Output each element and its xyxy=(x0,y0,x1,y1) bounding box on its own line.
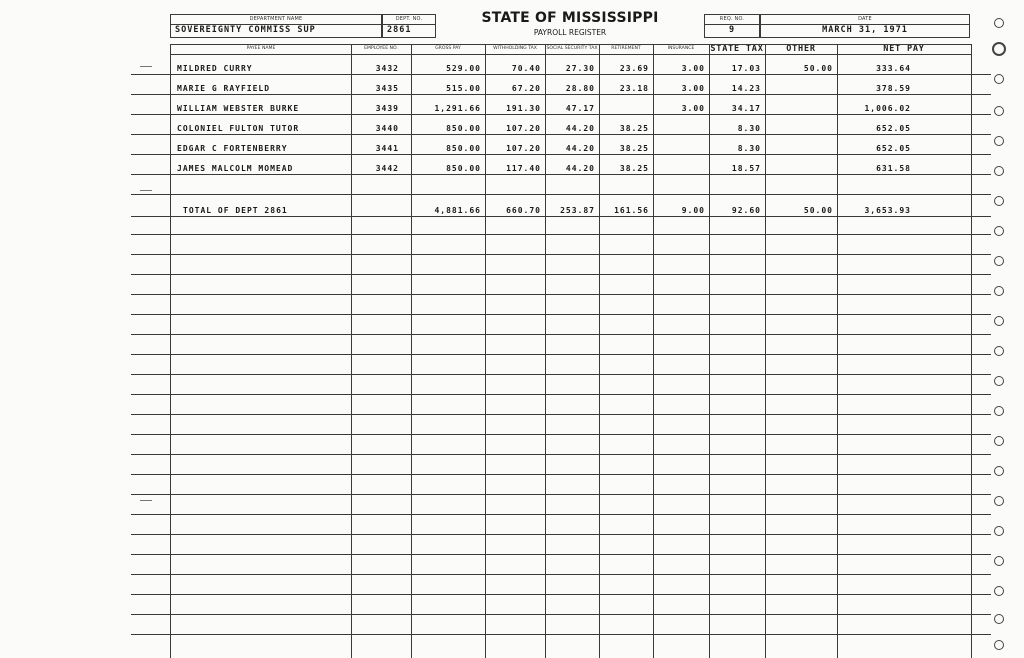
total-insurance: 9.00 xyxy=(681,206,705,215)
sprocket-hole-icon xyxy=(994,196,1004,206)
table-row-2-withholding: 67.20 xyxy=(511,84,541,93)
date: MARCH 31, 1971 xyxy=(822,25,908,35)
margin-tick xyxy=(140,190,152,191)
table-row-5-payee: EDGAR C FORTENBERRY xyxy=(177,144,288,153)
table-row-6-payee: JAMES MALCOLM MOMEAD xyxy=(177,164,294,173)
table-row-3-state-tax: 34.17 xyxy=(731,104,761,113)
table-row-3-insurance: 3.00 xyxy=(681,104,705,113)
table-row-2-net-pay: 378.59 xyxy=(876,84,911,93)
table-row-2-insurance: 3.00 xyxy=(681,84,705,93)
page-subtitle: PAYROLL REGISTER xyxy=(533,28,607,37)
req-no: 9 xyxy=(728,25,736,35)
table-row-2-other xyxy=(765,84,833,94)
table-row-4-state-tax: 8.30 xyxy=(737,124,761,133)
col-header-payee: PAYEE NAME xyxy=(246,46,276,51)
col-header-state-tax: STATE TAX xyxy=(710,44,764,54)
col-header-gross: GROSS PAY xyxy=(435,46,461,51)
col-header-net-pay: NET PAY xyxy=(883,44,925,54)
col-header-insurance: INSURANCE xyxy=(667,46,695,51)
table-row-5-employee-no: 3441 xyxy=(375,144,399,153)
table-row-4-employee-no: 3440 xyxy=(375,124,399,133)
table-row-4-insurance xyxy=(653,124,705,134)
sprocket-hole-icon xyxy=(994,106,1004,116)
total-net-pay: 3,653.93 xyxy=(864,206,911,215)
sprocket-hole-icon xyxy=(994,376,1004,386)
table-row-4-other xyxy=(765,124,833,134)
table-row-5-gross: 850.00 xyxy=(446,144,481,153)
table-row-2-state-tax: 14.23 xyxy=(731,84,761,93)
total-retirement: 161.56 xyxy=(614,206,649,215)
table-row-4-gross: 850.00 xyxy=(446,124,481,133)
margin-tick xyxy=(140,66,152,67)
sprocket-hole-icon xyxy=(994,466,1004,476)
department-name-box xyxy=(170,14,382,38)
sprocket-hole-icon xyxy=(994,136,1004,146)
sprocket-hole-icon xyxy=(994,640,1004,650)
col-header-employee-no: EMPLOYEE NO. xyxy=(364,46,398,51)
table-row-3-other xyxy=(765,104,833,114)
table-row-1-other: 50.00 xyxy=(803,64,833,73)
table-row-5-other xyxy=(765,144,833,154)
table-row-4-net-pay: 652.05 xyxy=(876,124,911,133)
table-row-6-retirement: 38.25 xyxy=(619,164,649,173)
sprocket-hole-icon xyxy=(994,586,1004,596)
total-withholding: 660.70 xyxy=(506,206,541,215)
sprocket-hole-icon xyxy=(994,556,1004,566)
table-row-2-gross: 515.00 xyxy=(446,84,481,93)
col-header-withholding: WITHHOLDING TAX xyxy=(493,46,537,51)
total-gross: 4,881.66 xyxy=(434,206,481,215)
table-row-6-employee-no: 3442 xyxy=(375,164,399,173)
table-row-1-withholding: 70.40 xyxy=(511,64,541,73)
table-row-3-employee-no: 3439 xyxy=(375,104,399,113)
department-name: SOVEREIGNTY COMMISS SUP xyxy=(175,25,316,35)
sprocket-hole-icon xyxy=(994,18,1004,28)
table-row-6-withholding: 117.40 xyxy=(506,164,541,173)
table-row-1-payee: MILDRED CURRY xyxy=(177,64,253,73)
table-row-1-retirement: 23.69 xyxy=(619,64,649,73)
sprocket-hole-icon xyxy=(994,256,1004,266)
table-row-1-net-pay: 333.64 xyxy=(876,64,911,73)
margin-tick xyxy=(140,500,152,501)
table-row-2-retirement: 23.18 xyxy=(619,84,649,93)
table-row-3-net-pay: 1,006.02 xyxy=(864,104,911,113)
table-row-6-social-security: 44.20 xyxy=(565,164,595,173)
sprocket-hole-icon xyxy=(994,316,1004,326)
table-row-3-payee: WILLIAM WEBSTER BURKE xyxy=(177,104,300,113)
table-row-3-retirement xyxy=(599,104,649,114)
table-row-6-gross: 850.00 xyxy=(446,164,481,173)
total-label: TOTAL OF DEPT 2861 xyxy=(183,206,288,215)
sprocket-hole-icon xyxy=(994,406,1004,416)
col-header-retirement: RETIREMENT xyxy=(611,46,641,51)
dept-no-box xyxy=(382,14,436,38)
req-no-label: REQ. NO. xyxy=(719,16,745,22)
date-label: DATE xyxy=(858,16,872,22)
sprocket-hole-icon xyxy=(994,496,1004,506)
dept-no: 2861 xyxy=(387,25,412,35)
sprocket-hole-icon xyxy=(994,614,1004,624)
table-row-3-social-security: 47.17 xyxy=(565,104,595,113)
sprocket-hole-icon xyxy=(994,346,1004,356)
table-row-1-gross: 529.00 xyxy=(446,64,481,73)
col-header-social-security: SOCIAL SECURITY TAX xyxy=(546,46,598,51)
sprocket-hole-icon xyxy=(994,74,1004,84)
total-other: 50.00 xyxy=(803,206,833,215)
table-row-5-insurance xyxy=(653,144,705,154)
dept-no-label: DEPT. NO. xyxy=(395,16,423,22)
table-row-5-state-tax: 8.30 xyxy=(737,144,761,153)
sprocket-hole-icon xyxy=(994,436,1004,446)
table-row-4-withholding: 107.20 xyxy=(506,124,541,133)
table-row-2-payee: MARIE G RAYFIELD xyxy=(177,84,271,93)
total-social-security: 253.87 xyxy=(560,206,595,215)
sprocket-hole-icon xyxy=(992,42,1006,56)
table-row-6-net-pay: 631.58 xyxy=(876,164,911,173)
table-row-4-payee: COLONIEL FULTON TUTOR xyxy=(177,124,300,133)
table-row-1-employee-no: 3432 xyxy=(375,64,399,73)
total-state-tax: 92.60 xyxy=(731,206,761,215)
table-row-6-state-tax: 18.57 xyxy=(731,164,761,173)
table-row-1-social-security: 27.30 xyxy=(565,64,595,73)
table-row-4-retirement: 38.25 xyxy=(619,124,649,133)
table-row-6-insurance xyxy=(653,164,705,174)
table-row-1-state-tax: 17.03 xyxy=(731,64,761,73)
sprocket-hole-icon xyxy=(994,226,1004,236)
table-row-2-employee-no: 3435 xyxy=(375,84,399,93)
table-row-1-insurance: 3.00 xyxy=(681,64,705,73)
sprocket-hole-icon xyxy=(994,166,1004,176)
register-grid xyxy=(170,44,972,658)
req-no-box xyxy=(704,14,760,38)
sprocket-hole-icon xyxy=(994,526,1004,536)
table-row-6-other xyxy=(765,164,833,174)
table-row-5-retirement: 38.25 xyxy=(619,144,649,153)
table-row-3-withholding: 191.30 xyxy=(506,104,541,113)
table-row-3-gross: 1,291.66 xyxy=(434,104,481,113)
page-title: STATE OF MISSISSIPPI xyxy=(481,10,659,26)
table-row-5-net-pay: 652.05 xyxy=(876,144,911,153)
sprocket-hole-icon xyxy=(994,286,1004,296)
col-header-other: OTHER xyxy=(786,44,816,54)
table-row-2-social-security: 28.80 xyxy=(565,84,595,93)
date-box xyxy=(760,14,970,38)
table-row-5-withholding: 107.20 xyxy=(506,144,541,153)
table-row-4-social-security: 44.20 xyxy=(565,124,595,133)
table-row-5-social-security: 44.20 xyxy=(565,144,595,153)
department-name-label: DEPARTMENT NAME xyxy=(249,16,303,22)
